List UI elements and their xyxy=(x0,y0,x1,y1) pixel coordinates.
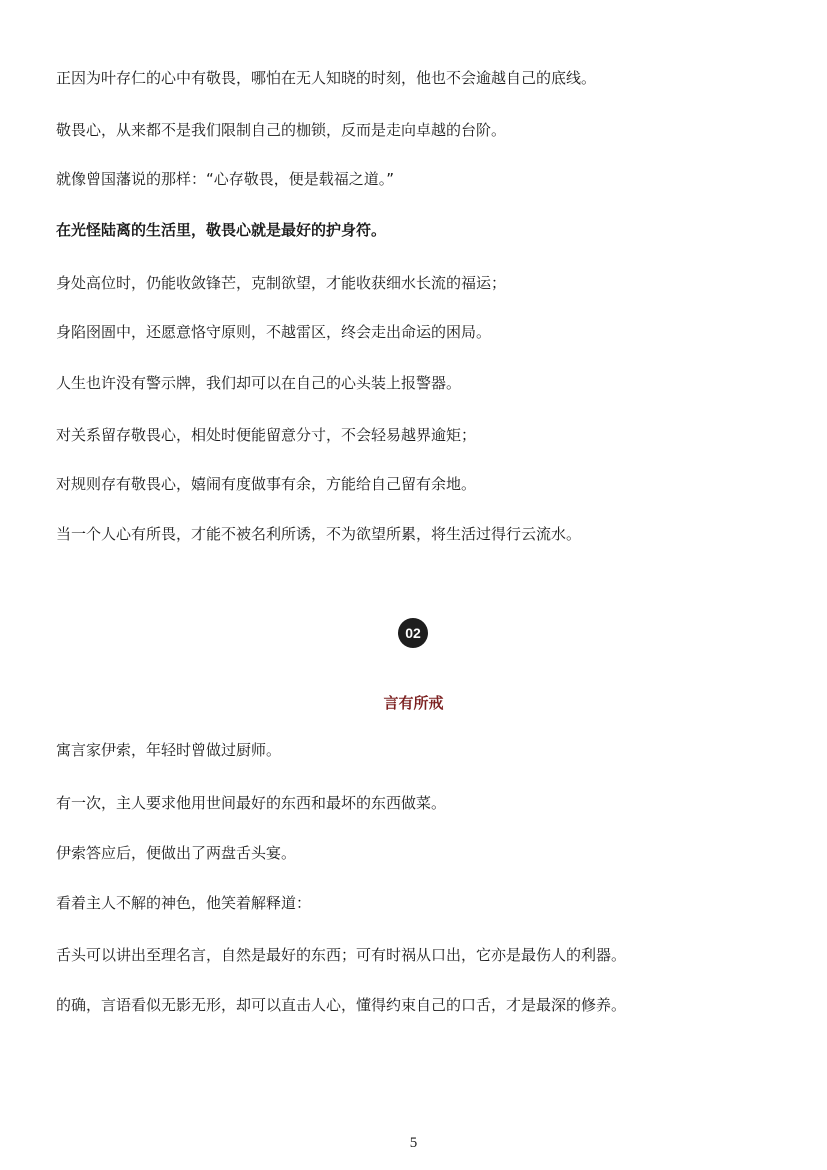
paragraph: 寓言家伊索，年轻时曾做过厨师。 xyxy=(56,741,282,759)
paragraph: 正因为叶存仁的心中有敬畏，哪怕在无人知晓的时刻，他也不会逾越自己的底线。 xyxy=(56,69,597,87)
paragraph: 身处高位时，仍能收敛锋芒，克制欲望，才能收获细水长流的福运； xyxy=(56,274,507,292)
section-number-badge: 02 xyxy=(398,618,428,648)
paragraph: 看着主人不解的神色，他笑着解释道： xyxy=(56,894,312,912)
paragraph: 的确，言语看似无影无形，却可以直击人心，懂得约束自己的口舌，才是最深的修养。 xyxy=(56,996,627,1014)
paragraph: 舌头可以讲出至理名言，自然是最好的东西；可有时祸从口出，它亦是最伤人的利器。 xyxy=(56,946,627,964)
section-title: 言有所戒 xyxy=(383,694,444,712)
bold-paragraph: 在光怪陆离的生活里，敬畏心就是最好的护身符。 xyxy=(56,221,387,239)
paragraph: 就像曾国藩说的那样：“心存敬畏，便是载福之道。” xyxy=(56,170,395,188)
paragraph: 伊索答应后，便做出了两盘舌头宴。 xyxy=(56,844,297,862)
paragraph: 敬畏心，从来都不是我们限制自己的枷锁，反而是走向卓越的台阶。 xyxy=(56,121,507,139)
paragraph: 有一次，主人要求他用世间最好的东西和最坏的东西做菜。 xyxy=(56,794,447,812)
paragraph: 对规则存有敬畏心，嬉闹有度做事有余，方能给自己留有余地。 xyxy=(56,475,477,493)
paragraph: 人生也许没有警示牌，我们却可以在自己的心头装上报警器。 xyxy=(56,374,462,392)
paragraph: 对关系留存敬畏心，相处时便能留意分寸，不会轻易越界逾矩； xyxy=(56,426,477,444)
page-number: 5 xyxy=(409,1135,418,1151)
paragraph: 身陷囹圄中，还愿意恪守原则，不越雷区，终会走出命运的困局。 xyxy=(56,323,492,341)
paragraph: 当一个人心有所畏，才能不被名利所诱，不为欲望所累，将生活过得行云流水。 xyxy=(56,525,582,543)
